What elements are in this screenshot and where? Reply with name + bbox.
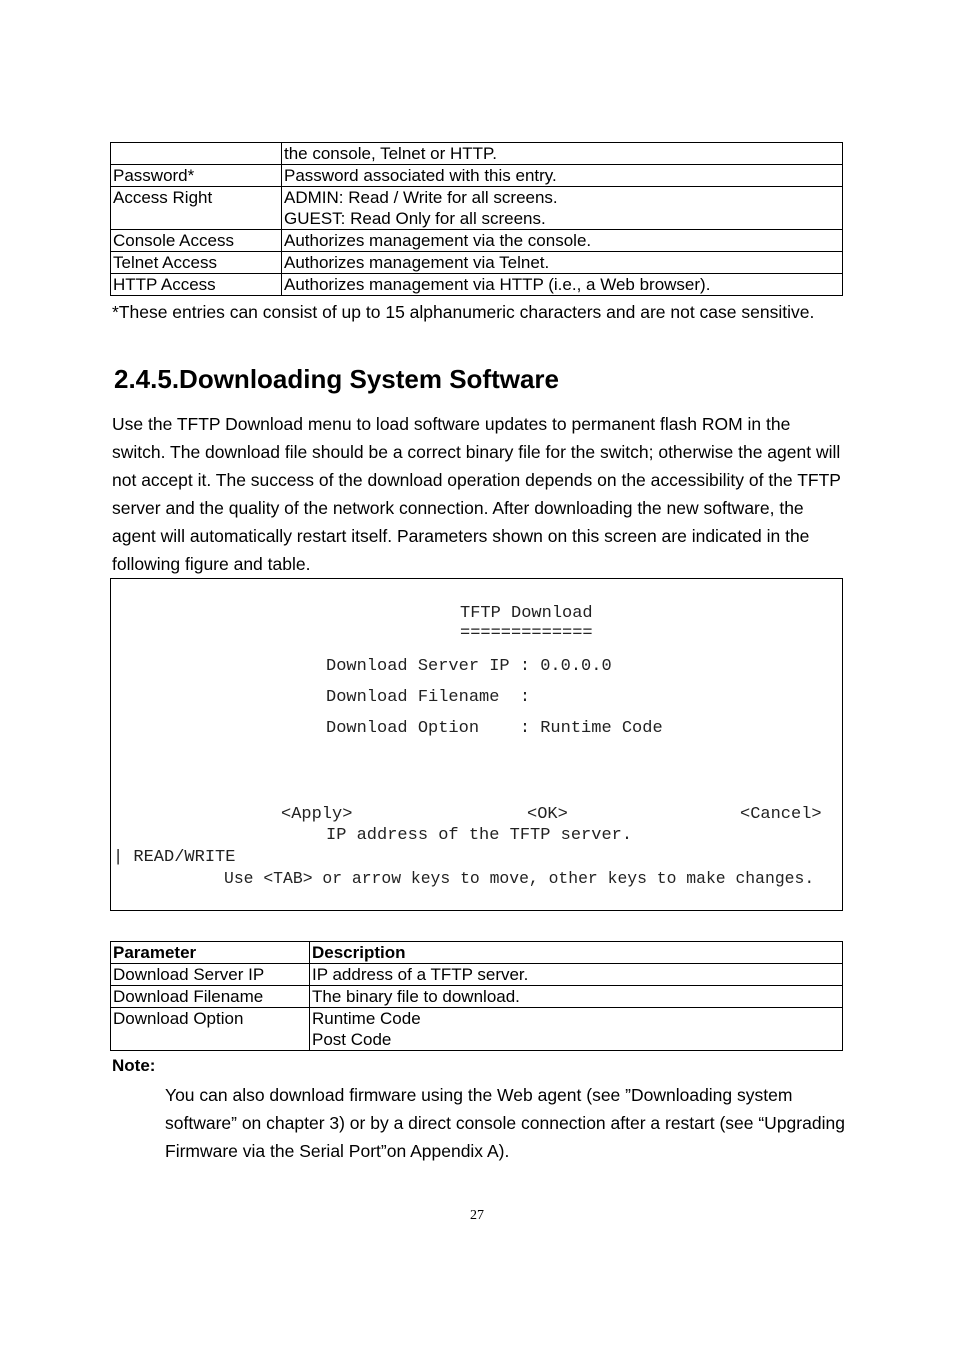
table-row xyxy=(111,986,843,1008)
navigation-hint: Use <TAB> or arrow keys to move, other keys to make changes. xyxy=(224,869,815,888)
table-cell xyxy=(310,1008,843,1051)
table-cell xyxy=(282,187,843,230)
download-option-field[interactable]: Download Option : Runtime Code xyxy=(326,719,663,738)
table-cell: IP address of a TFTP server. xyxy=(310,964,843,986)
table-header-cell: Description xyxy=(310,942,843,964)
table-cell-line: GUEST: Read Only for all screens. xyxy=(284,209,546,228)
table-row xyxy=(111,143,843,165)
section-heading: 2.4.5.Downloading System Software xyxy=(114,364,559,394)
table-cell: Authorizes management via HTTP (i.e., a Web browser). xyxy=(282,274,843,296)
table-cell: Authorizes management via the console. xyxy=(282,230,843,252)
table-header-row xyxy=(111,942,843,964)
screen-title: TFTP Download xyxy=(460,604,593,623)
table-row xyxy=(111,187,843,230)
table-cell: the console, Telnet or HTTP. xyxy=(282,143,843,165)
table-cell xyxy=(111,143,282,165)
table-header-cell: Parameter xyxy=(111,942,310,964)
table-cell-line: Runtime Code xyxy=(312,1009,421,1028)
ok-button[interactable]: <OK> xyxy=(527,805,568,824)
table-row xyxy=(111,274,843,296)
table-row xyxy=(111,165,843,187)
table-cell: Password associated with this entry. xyxy=(282,165,843,187)
download-filename-field[interactable]: Download Filename : xyxy=(326,688,531,707)
table-row xyxy=(111,1008,843,1051)
note-body: You can also download firmware using the Web agent (see ”Downloading system software” on chapter 3) or by a direct console connection after a restart (see “Upgrading Firmware via the Serial Port”on Appendix A). xyxy=(165,1085,845,1161)
table-cell: Download Option xyxy=(111,1008,310,1051)
table-cell: Authorizes management via Telnet. xyxy=(282,252,843,274)
cancel-button[interactable]: <Cancel> xyxy=(740,805,822,824)
table-cell: The binary file to download. xyxy=(310,986,843,1008)
apply-button[interactable]: <Apply> xyxy=(281,805,353,824)
table-cell: Access Right xyxy=(111,187,282,230)
field-help-text: IP address of the TFTP server. xyxy=(326,826,633,845)
table-row xyxy=(111,964,843,986)
access-mode-indicator: | READ/WRITE xyxy=(113,848,236,867)
access-table xyxy=(110,142,843,296)
table-row xyxy=(111,230,843,252)
table-cell-line: Post Code xyxy=(312,1030,392,1049)
intro-paragraph: Use the TFTP Download menu to load software updates to permanent flash ROM in the switch. The download file should be a correct binary file for the switch; otherwise the agent will not accept it. The success of the download operation depends on the accessibility of the TFTP server and the quality of the network connection. After downloading the new software, the agent will automatically restart itself. Parameters shown on this screen are indicated in the following figure and table. xyxy=(112,414,841,574)
table-cell: Password* xyxy=(111,165,282,187)
screen-title-underline: ============= xyxy=(460,624,593,643)
table-cell: HTTP Access xyxy=(111,274,282,296)
table-cell: Telnet Access xyxy=(111,252,282,274)
table-cell-line: ADMIN: Read / Write for all screens. xyxy=(284,188,558,207)
table-cell: Console Access xyxy=(111,230,282,252)
footnote: *These entries can consist of up to 15 alphanumeric characters and are not case sensitive. xyxy=(112,302,815,322)
parameter-table xyxy=(110,941,843,1051)
table-row xyxy=(111,252,843,274)
download-server-ip-field[interactable]: Download Server IP : 0.0.0.0 xyxy=(326,657,612,676)
page-number: 27 xyxy=(470,1208,484,1223)
table-cell: Download Server IP xyxy=(111,964,310,986)
table-cell: Download Filename xyxy=(111,986,310,1008)
note-label: Note: xyxy=(112,1056,156,1075)
tftp-download-screen xyxy=(110,578,843,911)
